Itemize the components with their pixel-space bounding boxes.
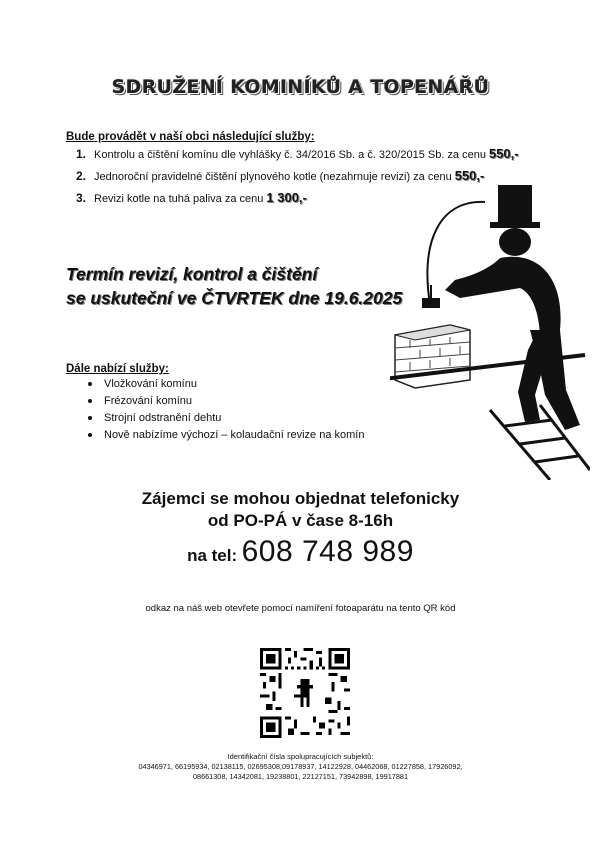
item-number: 3. [75, 191, 86, 205]
list-item [70, 412, 364, 424]
ids-list: 04346971, 66195934, 02138115, 02695308,09178937, 14122928, 04462068, 01227858, 17926092, 08661308, 14342081, 19238801, 22127151, 73942898, 19917881 [138, 762, 463, 781]
appointment-line-1: Termín revizí, kontrol a čištění [66, 264, 318, 284]
item-price: 550,- [488, 146, 519, 161]
item-price: 1 300,- [266, 190, 307, 205]
item-number: 1. [75, 147, 86, 161]
list-item [70, 395, 364, 407]
extra-services-list [70, 378, 364, 446]
extra-services-title: Dále nabízí služby: [66, 363, 169, 375]
bullet-icon [88, 399, 92, 403]
list-item [60, 146, 580, 161]
item-text: Kontrolu a čištění komínu dle vyhlášky č. 34/2016 Sb. a č. 320/2015 Sb. za cenu [94, 149, 486, 161]
item-text: Strojní odstranění dehtu [104, 412, 222, 424]
ids-title: Identifikační čísla spolupracujících subjektů: [227, 752, 374, 761]
item-text: Revizi kotle na tuhá paliva za cenu [94, 193, 264, 205]
bullet-icon [88, 416, 92, 420]
phone-row [0, 535, 601, 569]
qr-code[interactable] [260, 648, 350, 738]
chimney-sweep-illustration [390, 180, 590, 480]
appointment-line-2: se uskuteční ve ČTVRTEK dne 19.6.2025 [66, 288, 403, 308]
bullet-icon [88, 382, 92, 386]
item-text: Frézování komínu [104, 395, 193, 407]
page-title: SDRUŽENÍ KOMINÍKŮ A TOPENÁŘŮ [111, 76, 490, 98]
list-item [70, 429, 364, 441]
services-intro: Bude provádět v naší obci následující služby: [66, 131, 315, 143]
item-text: Nově nabízíme výchozí – kolaudační revize na komín [104, 429, 365, 441]
chimney-sweep-figure [445, 185, 580, 430]
phone-label: na tel: [187, 546, 238, 565]
bullet-icon [88, 433, 92, 437]
contact-line-2: od PO-PÁ v čase 8-16h [207, 511, 394, 530]
item-text: Jednoroční pravidelné čištění plynového kotle (nezahrnuje revizi) za cenu [94, 171, 452, 183]
item-price: 550,- [454, 168, 485, 183]
chimney-icon [395, 325, 470, 388]
item-text: Vložkování komínu [104, 378, 197, 390]
qr-note: odkaz na náš web otevřete pomocí namíření fotoaparátu na tento QR kód [145, 603, 456, 614]
appointment-date [66, 262, 426, 310]
contact-info [0, 488, 601, 532]
list-item [70, 378, 364, 390]
item-number: 2. [75, 169, 86, 183]
contact-line-1: Zájemci se mohou objednat telefonicky [141, 489, 460, 508]
phone-number[interactable]: 608 748 989 [241, 535, 414, 568]
